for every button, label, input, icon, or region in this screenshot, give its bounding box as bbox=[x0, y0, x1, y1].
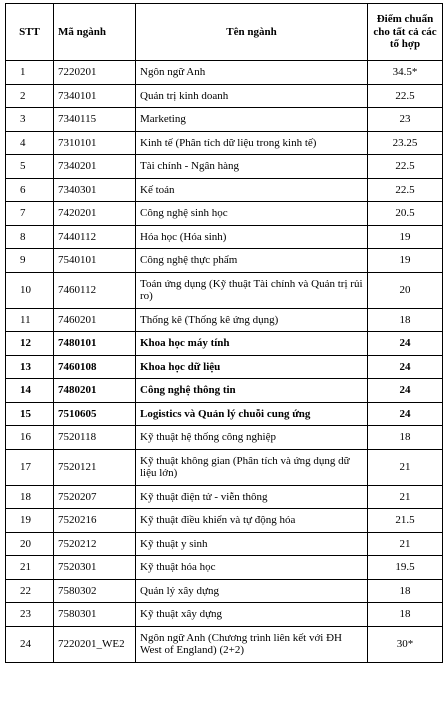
row-major-code: 7520118 bbox=[54, 426, 136, 450]
header-row bbox=[6, 4, 443, 61]
row-major-name: Kỹ thuật hóa học bbox=[136, 556, 368, 580]
row-score: 19.5 bbox=[368, 556, 443, 580]
row-major-name: Marketing bbox=[136, 108, 368, 132]
row-stt: 7 bbox=[6, 202, 54, 226]
row-score: 24 bbox=[368, 332, 443, 356]
row-major-name: Kỹ thuật y sinh bbox=[136, 532, 368, 556]
row-major-name: Tài chính - Ngân hàng bbox=[136, 155, 368, 179]
row-score: 24 bbox=[368, 355, 443, 379]
row-stt: 16 bbox=[6, 426, 54, 450]
admission-scores-table bbox=[5, 3, 443, 663]
row-major-code: 7460112 bbox=[54, 272, 136, 308]
row-major-code: 7520301 bbox=[54, 556, 136, 580]
table-row bbox=[6, 249, 443, 273]
row-major-code: 7460108 bbox=[54, 355, 136, 379]
row-stt: 12 bbox=[6, 332, 54, 356]
row-stt: 15 bbox=[6, 402, 54, 426]
table-row bbox=[6, 272, 443, 308]
row-stt: 21 bbox=[6, 556, 54, 580]
table-row bbox=[6, 485, 443, 509]
row-major-name: Công nghệ sinh học bbox=[136, 202, 368, 226]
row-major-code: 7340115 bbox=[54, 108, 136, 132]
table-row bbox=[6, 178, 443, 202]
row-stt: 20 bbox=[6, 532, 54, 556]
row-score: 18 bbox=[368, 308, 443, 332]
row-score: 18 bbox=[368, 426, 443, 450]
row-score: 20.5 bbox=[368, 202, 443, 226]
row-major-name: Kỹ thuật không gian (Phân tích và ứng dụng dữ liệu lớn) bbox=[136, 449, 368, 485]
row-stt: 9 bbox=[6, 249, 54, 273]
table-row bbox=[6, 579, 443, 603]
row-major-name: Thống kê (Thống kê ứng dụng) bbox=[136, 308, 368, 332]
row-stt: 8 bbox=[6, 225, 54, 249]
table-row bbox=[6, 509, 443, 533]
header-name: Tên ngành bbox=[136, 4, 368, 61]
admission-scores-document bbox=[5, 3, 443, 663]
row-major-name: Toán ứng dụng (Kỹ thuật Tài chính và Quản trị rủi ro) bbox=[136, 272, 368, 308]
row-stt: 19 bbox=[6, 509, 54, 533]
row-stt: 22 bbox=[6, 579, 54, 603]
row-stt: 24 bbox=[6, 626, 54, 662]
row-score: 21.5 bbox=[368, 509, 443, 533]
table-row bbox=[6, 108, 443, 132]
table-row bbox=[6, 603, 443, 627]
row-score: 18 bbox=[368, 603, 443, 627]
row-stt: 6 bbox=[6, 178, 54, 202]
row-score: 21 bbox=[368, 532, 443, 556]
table-row bbox=[6, 84, 443, 108]
row-stt: 2 bbox=[6, 84, 54, 108]
row-stt: 1 bbox=[6, 61, 54, 85]
row-major-name: Logistics và Quản lý chuỗi cung ứng bbox=[136, 402, 368, 426]
row-score: 21 bbox=[368, 485, 443, 509]
row-major-code: 7420201 bbox=[54, 202, 136, 226]
row-stt: 11 bbox=[6, 308, 54, 332]
row-major-name: Quản lý xây dựng bbox=[136, 579, 368, 603]
row-score: 23 bbox=[368, 108, 443, 132]
row-major-code: 7510605 bbox=[54, 402, 136, 426]
row-major-code: 7540101 bbox=[54, 249, 136, 273]
row-major-code: 7310101 bbox=[54, 131, 136, 155]
table-row bbox=[6, 379, 443, 403]
row-stt: 14 bbox=[6, 379, 54, 403]
row-major-name: Ngôn ngữ Anh bbox=[136, 61, 368, 85]
row-stt: 18 bbox=[6, 485, 54, 509]
row-stt: 10 bbox=[6, 272, 54, 308]
table-row bbox=[6, 225, 443, 249]
row-score: 34.5* bbox=[368, 61, 443, 85]
table-header bbox=[6, 4, 443, 61]
row-major-code: 7440112 bbox=[54, 225, 136, 249]
table-row bbox=[6, 202, 443, 226]
table-body bbox=[6, 61, 443, 663]
row-major-code: 7480101 bbox=[54, 332, 136, 356]
row-major-name: Khoa học máy tính bbox=[136, 332, 368, 356]
table-row bbox=[6, 155, 443, 179]
row-major-code: 7220201_WE2 bbox=[54, 626, 136, 662]
header-stt: STT bbox=[6, 4, 54, 61]
row-score: 19 bbox=[368, 249, 443, 273]
row-score: 22.5 bbox=[368, 84, 443, 108]
row-major-name: Công nghệ thực phẩm bbox=[136, 249, 368, 273]
table-row bbox=[6, 308, 443, 332]
table-row bbox=[6, 449, 443, 485]
table-row bbox=[6, 426, 443, 450]
row-major-code: 7220201 bbox=[54, 61, 136, 85]
row-major-code: 7580302 bbox=[54, 579, 136, 603]
row-major-code: 7480201 bbox=[54, 379, 136, 403]
row-major-code: 7340201 bbox=[54, 155, 136, 179]
row-stt: 5 bbox=[6, 155, 54, 179]
row-stt: 3 bbox=[6, 108, 54, 132]
row-score: 18 bbox=[368, 579, 443, 603]
row-stt: 13 bbox=[6, 355, 54, 379]
row-major-name: Kỹ thuật điện tử - viễn thông bbox=[136, 485, 368, 509]
table-row bbox=[6, 61, 443, 85]
row-score: 20 bbox=[368, 272, 443, 308]
table-row bbox=[6, 332, 443, 356]
row-major-code: 7460201 bbox=[54, 308, 136, 332]
row-score: 23.25 bbox=[368, 131, 443, 155]
row-major-code: 7340301 bbox=[54, 178, 136, 202]
row-score: 21 bbox=[368, 449, 443, 485]
row-major-code: 7580301 bbox=[54, 603, 136, 627]
table-row bbox=[6, 355, 443, 379]
row-stt: 4 bbox=[6, 131, 54, 155]
row-score: 30* bbox=[368, 626, 443, 662]
table-row bbox=[6, 556, 443, 580]
row-major-name: Kinh tế (Phân tích dữ liệu trong kinh tế) bbox=[136, 131, 368, 155]
row-major-name: Quản trị kinh doanh bbox=[136, 84, 368, 108]
row-score: 22.5 bbox=[368, 155, 443, 179]
row-major-name: Kế toán bbox=[136, 178, 368, 202]
table-row bbox=[6, 532, 443, 556]
row-major-name: Khoa học dữ liệu bbox=[136, 355, 368, 379]
row-major-name: Công nghệ thông tin bbox=[136, 379, 368, 403]
row-major-name: Kỹ thuật điều khiển và tự động hóa bbox=[136, 509, 368, 533]
header-score: Điểm chuẩn cho tất cả các tổ hợp bbox=[368, 4, 443, 61]
header-code: Mã ngành bbox=[54, 4, 136, 61]
table-row bbox=[6, 402, 443, 426]
row-major-name: Ngôn ngữ Anh (Chương trình liên kết với ĐH West of England) (2+2) bbox=[136, 626, 368, 662]
row-major-name: Hóa học (Hóa sinh) bbox=[136, 225, 368, 249]
row-score: 24 bbox=[368, 402, 443, 426]
row-major-name: Kỹ thuật xây dựng bbox=[136, 603, 368, 627]
row-score: 22.5 bbox=[368, 178, 443, 202]
row-major-code: 7520207 bbox=[54, 485, 136, 509]
row-stt: 17 bbox=[6, 449, 54, 485]
row-major-code: 7340101 bbox=[54, 84, 136, 108]
row-major-code: 7520216 bbox=[54, 509, 136, 533]
row-score: 19 bbox=[368, 225, 443, 249]
table-row bbox=[6, 131, 443, 155]
row-score: 24 bbox=[368, 379, 443, 403]
row-major-code: 7520121 bbox=[54, 449, 136, 485]
row-major-name: Kỹ thuật hệ thống công nghiệp bbox=[136, 426, 368, 450]
table-row bbox=[6, 626, 443, 662]
row-stt: 23 bbox=[6, 603, 54, 627]
row-major-code: 7520212 bbox=[54, 532, 136, 556]
